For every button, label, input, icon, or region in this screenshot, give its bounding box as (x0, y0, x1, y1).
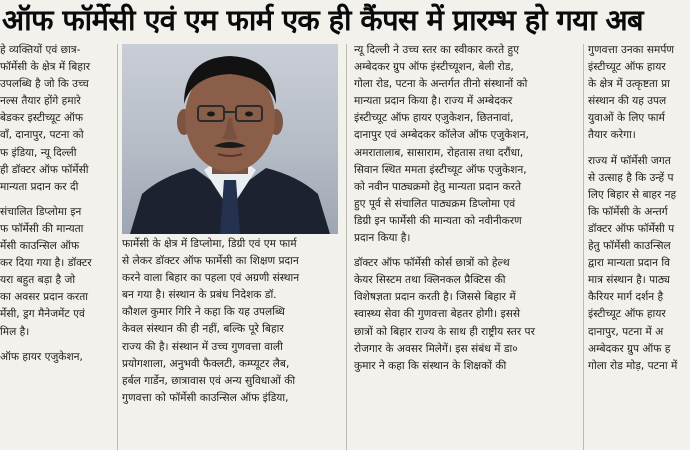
text-line: युवाओं के लिए फार्म (588, 112, 665, 125)
text-line: स्वास्थ्य सेवा की गुणवत्ता बेहतर होगी। इससे (354, 308, 521, 321)
text-line: अम्बेदकर ग्रुप ऑफ ह (588, 342, 671, 355)
text-line: ही डॉक्टर ऑफ फॉर्मेसी (0, 163, 89, 176)
text-line: गोला रोड, पटना के अन्तर्गत तीनो संस्थानों को (354, 78, 528, 91)
column-3-paragraph-2 (354, 255, 578, 375)
portrait-photo (122, 44, 338, 234)
text-line: बन गया है। संस्थान के प्रबंध निदेशक डॉ. (122, 289, 277, 302)
column-4-paragraph-2 (588, 153, 690, 375)
text-line: गुणवत्ता को फॉर्मेसी काउन्सिल ऑफ इंडिया, (122, 391, 289, 404)
text-line: छात्रों को बिहार राज्य के साथ ही राष्ट्रीय स्तर पर (354, 325, 535, 338)
text-line: कौशल कुमार गिरि ने कहा कि यह उपलब्धि (122, 306, 285, 319)
column-divider (117, 44, 118, 450)
text-line: गुणवत्ता उनका समर्पण (588, 44, 675, 56)
text-line: इंस्टीच्यूट ऑफ हायर (588, 61, 666, 74)
text-line: केयर सिस्टम तथा क्लिनकल प्रैक्टिस की (354, 274, 506, 287)
text-line: इंस्टीच्यूट ऑफ हायर एजुकेशन, छितनावां, (354, 112, 514, 125)
text-line: रोजगार के अवसर मिलेगें। इस संबंध में डा० (354, 342, 518, 355)
text-line: कुमार ने कहा कि संस्थान के शिक्षकों की (354, 359, 507, 372)
text-line: संचालित डिप्लोमा इन (0, 205, 82, 218)
article-column-3 (354, 42, 578, 450)
article-column-1 (0, 42, 114, 450)
text-line: हे व्यक्तियों एवं छात्र- (0, 44, 81, 56)
text-line: बेडकर इस्टीच्यूट ऑफ (0, 112, 84, 125)
text-line: न्यू दिल्ली ने उच्च स्तर का स्वीकार करते हुए (354, 44, 520, 56)
text-line: हेतु फॉर्मेसी काउन्सिल (588, 240, 671, 253)
text-line: से उत्साह है कि उन्हें प (588, 171, 674, 184)
text-line: वाँ, दानापुर, पटना को (0, 129, 84, 142)
column-1-paragraph-2 (0, 204, 114, 341)
text-line: मात्र संस्थान है। पाठ्य (588, 274, 670, 287)
column-1-paragraph-1 (0, 42, 114, 196)
text-line: केवल संस्थान की ही नहीं, बल्कि पूरे बिहार (122, 323, 284, 336)
text-line: यरा बहुत बड़ा है जो (0, 274, 76, 287)
text-line: प्रदान किया है। (354, 232, 411, 245)
text-line: के क्षेत्र में उत्कृष्टता प्रा (588, 78, 670, 91)
text-line: र्मेसी, ड्रग मैनेजमेंट एवं (0, 308, 85, 321)
text-line: को नवीन पाठ्यक्रमो हेतु मान्यता प्रदान करते (354, 180, 521, 193)
text-line: मिल है। (0, 325, 30, 338)
column-3-paragraph-1 (354, 42, 578, 247)
text-line: विशेषज्ञता प्रदान करती है। जिससे बिहार में (354, 291, 516, 304)
text-line: फॉर्मेसी के क्षेत्र में बिहार (0, 61, 91, 74)
text-line: का अवसर प्रदान करता (0, 291, 88, 304)
text-line: डॉक्टर ऑफ फॉर्मेसी प (588, 222, 675, 235)
text-line: इंस्टीच्यूट ऑफ हायर (588, 308, 666, 321)
column-2-paragraph-1 (122, 236, 338, 407)
text-line: फार्मेसी के क्षेत्र में डिप्लोमा, डिग्री एवं एम फार्म (122, 238, 297, 250)
article-column-4 (588, 42, 690, 450)
text-line: दानापुर एवं अम्बेदकर कॉलेज ऑफ एजुकेशन, (354, 129, 529, 142)
column-1-paragraph-3 (0, 349, 114, 366)
text-line: मान्यता प्रदान किया है। राज्य में अम्बेदकर (354, 95, 513, 108)
text-line: अम्बेदकर ग्रुप ऑफ इंस्टीच्यूशन, बेली रोड, (354, 61, 514, 74)
text-line: कर दिया गया है। डॉक्टर (0, 257, 92, 270)
text-line: राज्य में फॉर्मेसी जगत (588, 154, 671, 167)
text-line: नल्स तैयार होंगे हमारे (0, 95, 81, 108)
text-line: द्वारा मान्यता प्रदान वि (588, 257, 671, 270)
text-line: कि फॉर्मेसी के अन्तर्ग (588, 205, 668, 218)
text-line: प्रयोगशाला, अनुभवी फैक्लटी, कम्प्यूटर लैब, (122, 357, 290, 370)
text-line: अमरातालाब, सासाराम, रोहतास तथा दरौंधा, (354, 146, 524, 159)
text-line: लिए बिहार से बाहर नह (588, 188, 677, 201)
text-line: तैयार करेगा। (588, 129, 636, 142)
column-4-paragraph-1 (588, 42, 690, 145)
text-line: र्मेसी काउन्सिल ऑफ (0, 240, 80, 253)
text-line: दानापुर, पटना में अ (588, 325, 664, 338)
text-line: डिग्री इन फार्मेसी की मान्यता को नवीनीकरण (354, 214, 522, 227)
text-line: डॉक्टर ऑफ फॉर्मेसी कोर्स छात्रों को हेल्थ (354, 257, 510, 270)
text-line: गोला रोड मोड़, पटना में (588, 359, 678, 372)
text-line: संस्थान की यह उपल (588, 95, 667, 108)
text-line: सिवान स्थित ममता इंस्टीच्यूट ऑफ एजुकेशन, (354, 163, 527, 176)
column-divider (346, 44, 347, 450)
headline: ऑफ फॉर्मेसी एवं एम फार्म एक ही कैंपस में प्रारम्भ हो गया अब (2, 3, 644, 37)
text-line: ऑफ हायर एजुकेशन, (0, 350, 83, 363)
text-line: फ इंडिया, न्यू दिल्ली (0, 146, 77, 159)
text-line: कैरियर मार्ग दर्शन है (588, 291, 664, 304)
column-divider (583, 44, 584, 450)
text-line: राज्य की है। संस्थान में उच्च गुणवत्ता वाली (122, 340, 283, 353)
text-line: फ फॉर्मेसी की मान्यता (0, 222, 84, 235)
text-line: करने वाला बिहार का पहला एवं अग्रणी संस्थान (122, 272, 300, 285)
text-line: हुए पूर्व से संचालित पाठ्यक्रम डिप्लोमा एवं (354, 197, 516, 210)
text-line: से लेकर डॉक्टर ऑफ फार्मेसी का शिक्षण प्रदान (122, 255, 299, 268)
article-column-2 (122, 236, 338, 450)
text-line: हर्बल गार्डेन, छात्रावास एवं अन्य सुविधाओं की (122, 374, 296, 387)
text-line: मान्यता प्रदान कर दी (0, 180, 79, 193)
text-line: उपलब्धि है जो कि उच्च (0, 78, 89, 91)
